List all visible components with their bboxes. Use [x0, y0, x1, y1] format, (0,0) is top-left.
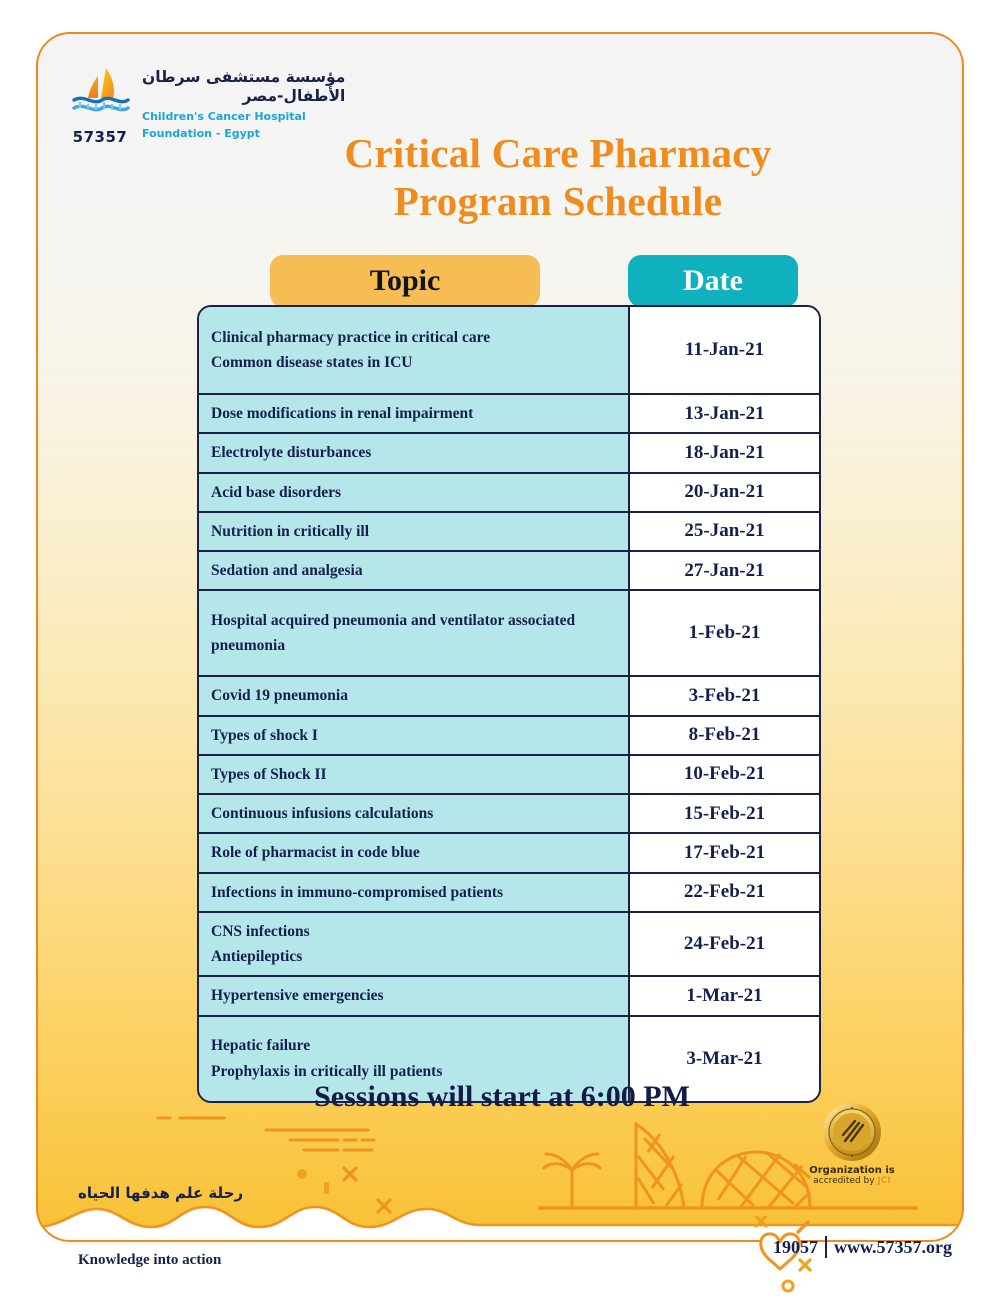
table-row — [199, 975, 819, 1014]
topic-line: Nutrition in critically ill — [211, 522, 369, 540]
topic-line: Sedation and analgesia — [211, 562, 363, 579]
date-cell: 13-Jan-21 — [630, 393, 819, 432]
table-row — [199, 472, 819, 511]
topic-cell — [199, 675, 630, 714]
topic-line: Continuous infusions calculations — [211, 805, 434, 822]
topic-line: Hypertensive emergencies — [211, 987, 384, 1005]
table-row — [199, 832, 819, 871]
jci-line-1: Organization is — [809, 1165, 895, 1176]
table-row — [199, 511, 819, 550]
topic-cell — [199, 754, 630, 793]
schedule-table — [197, 305, 821, 1103]
topic-cell — [199, 872, 630, 911]
table-row — [199, 307, 819, 393]
topic-cell — [199, 793, 630, 832]
jci-brand: JCI — [877, 1176, 891, 1186]
table-row — [199, 589, 819, 675]
logo-arabic-line-2: الأطفال-مصر — [242, 87, 346, 106]
topic-line: CNS infections — [211, 922, 310, 940]
topic-line: Common disease states in ICU — [211, 354, 413, 371]
date-cell: 10-Feb-21 — [630, 754, 819, 793]
hotline-number: 19057 — [773, 1236, 818, 1257]
contact-footer — [773, 1236, 952, 1258]
date-cell: 3-Feb-21 — [630, 675, 819, 714]
topic-cell — [199, 511, 630, 550]
topic-line: Hepatic failure — [211, 1037, 311, 1055]
topic-line: Clinical pharmacy practice in critical care — [211, 328, 491, 346]
date-cell: 17-Feb-21 — [630, 832, 819, 871]
date-cell: 15-Feb-21 — [630, 793, 819, 832]
topic-line: Hospital acquired pneumonia and ventilator associated — [211, 612, 576, 629]
column-header-topic: Topic — [270, 255, 540, 307]
date-cell: 27-Jan-21 — [630, 550, 819, 589]
date-cell: 1-Feb-21 — [630, 589, 819, 675]
topic-cell — [199, 589, 630, 675]
jci-accreditation — [792, 1101, 912, 1186]
topic-line: Electrolyte disturbances — [211, 444, 372, 462]
page-title — [198, 129, 918, 226]
topic-cell — [199, 911, 630, 976]
footer-divider — [825, 1236, 827, 1258]
topic-line: Role of pharmacist in code blue — [211, 844, 420, 862]
topic-line: Covid 19 pneumonia — [211, 687, 348, 705]
tagline-arabic: رحلة علم هدفها الحياه — [78, 1184, 244, 1202]
table-row — [199, 432, 819, 471]
date-cell: 3-Mar-21 — [630, 1015, 819, 1101]
topic-cell — [199, 550, 630, 589]
sailboat-dna-icon — [68, 64, 132, 122]
jci-line-2 — [792, 1176, 912, 1186]
topic-cell — [199, 975, 630, 1014]
topic-line: Acid base disorders — [211, 483, 342, 501]
website-url[interactable]: www.57357.org — [834, 1236, 952, 1257]
topic-cell — [199, 393, 630, 432]
table-row — [199, 754, 819, 793]
date-cell: 18-Jan-21 — [630, 432, 819, 471]
topic-cell — [199, 715, 630, 754]
date-cell: 22-Feb-21 — [630, 872, 819, 911]
date-cell: 20-Jan-21 — [630, 472, 819, 511]
topic-cell — [199, 307, 630, 393]
logo-number: 57357 — [72, 128, 128, 146]
topic-line: Prophylaxis in critically ill patients — [211, 1062, 443, 1080]
table-row — [199, 715, 819, 754]
sessions-note: Sessions will start at 6:00 PM — [314, 1080, 690, 1113]
date-cell: 25-Jan-21 — [630, 511, 819, 550]
table-row — [199, 872, 819, 911]
date-cell: 24-Feb-21 — [630, 911, 819, 976]
sail-tower-icon — [636, 1124, 684, 1208]
date-cell: 8-Feb-21 — [630, 715, 819, 754]
logo-english-line-2: Foundation - Egypt — [142, 126, 260, 140]
table-row — [199, 393, 819, 432]
jci-seal-icon — [821, 1101, 883, 1163]
jci-line-2-prefix: accredited by — [813, 1176, 878, 1186]
date-cell: 11-Jan-21 — [630, 307, 819, 393]
page-title-line-1: Critical Care Pharmacy — [344, 130, 772, 176]
logo-arabic-line-1: مؤسسة مستشفى سرطان — [142, 68, 346, 86]
column-header-date: Date — [628, 255, 798, 307]
poster-card — [36, 32, 964, 1242]
topic-line: Types of shock I — [211, 726, 318, 744]
page-title-line-2: Program Schedule — [393, 178, 723, 225]
table-row — [199, 793, 819, 832]
topic-line: Dose modifications in renal impairment — [211, 405, 474, 422]
topic-cell — [199, 432, 630, 471]
topic-line: Antiepileptics — [211, 948, 303, 965]
table-row — [199, 675, 819, 714]
table-row — [199, 911, 819, 976]
topic-line: pneumonia — [211, 637, 286, 655]
topic-line: Types of Shock II — [211, 765, 327, 783]
logo-english-line-1: Children's Cancer Hospital — [142, 109, 306, 123]
topic-cell — [199, 832, 630, 871]
topic-line: Infections in immuno-compromised patients — [211, 883, 504, 901]
logo-mark — [68, 64, 132, 146]
table-row — [199, 550, 819, 589]
date-cell: 1-Mar-21 — [630, 975, 819, 1014]
topic-cell — [199, 472, 630, 511]
tagline-english: Knowledge into action — [78, 1252, 222, 1268]
